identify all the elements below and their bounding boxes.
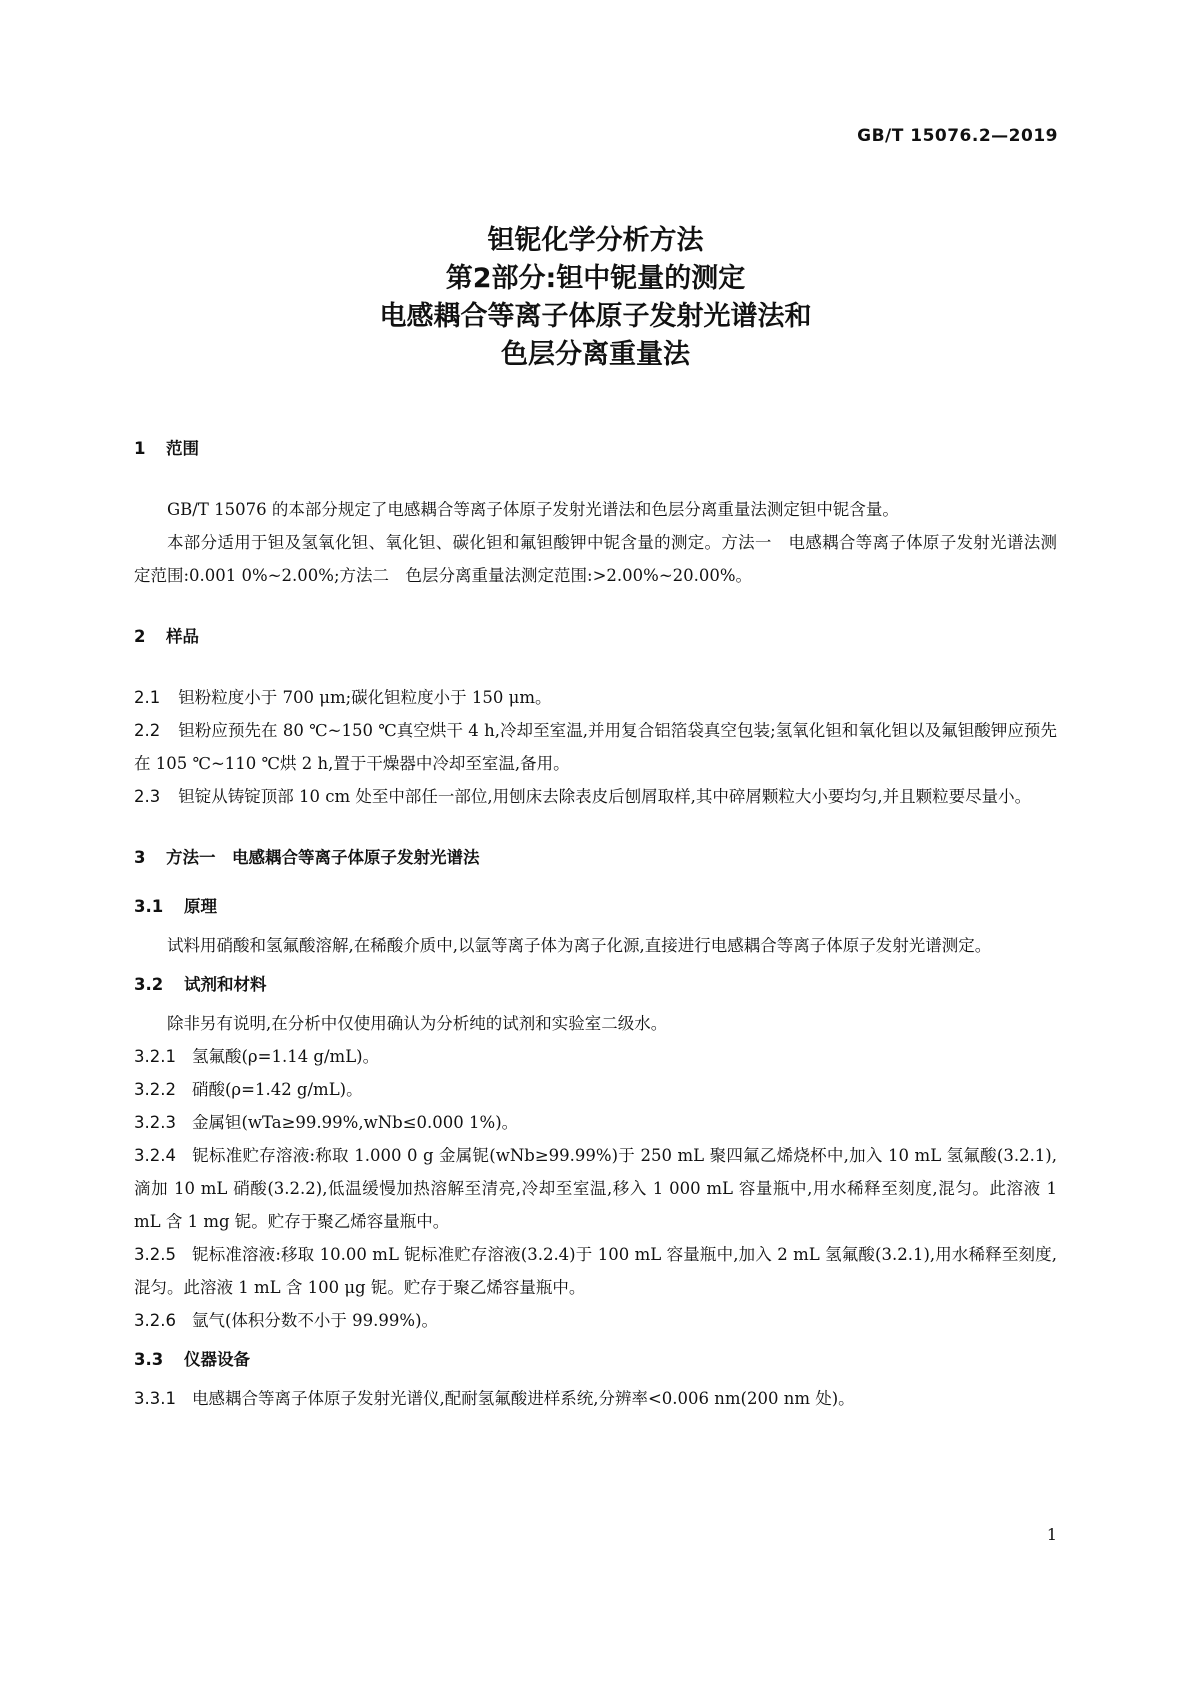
subsection-number: 3.3 <box>134 1350 164 1369</box>
document-title <box>0 222 1191 374</box>
clause-text: 硝酸(ρ=1.42 g/mL)。 <box>191 1080 363 1099</box>
section-number: 3 <box>134 848 146 867</box>
title-line-4: 色层分离重量法 <box>501 339 690 370</box>
clause-text: 铌标准贮存溶液:称取 1.000 0 g 金属铌(wNb≥99.99%)于 250 mL 聚四氟乙烯烧杯中,加入 10 mL 氢氟酸(3.2.1),滴加 10 mL 硝酸(3.2.2),低温缓慢加热溶解至清亮,冷却至室温,移入 1 000 mL 容量瓶中,用水稀释至刻度,混匀。此溶液 1 mL 含 1 mg 铌。贮存于聚乙烯容量瓶中。 <box>134 1146 1057 1231</box>
clause-text: 钽锭从铸锭顶部 10 cm 处至中部任一部位,用刨床去除表皮后刨屑取样,其中碎屑颗粒大小要均匀,并且颗粒要尽量小。 <box>178 787 1032 806</box>
subsection-3-2-heading <box>134 968 1057 1001</box>
clause-number: 3.2.2 <box>134 1080 176 1099</box>
clause-number: 2.2 <box>134 721 161 740</box>
section-number: 1 <box>134 439 146 458</box>
clause-text: 铌标准溶液:移取 10.00 mL 铌标准贮存溶液(3.2.4)于 100 mL 容量瓶中,加入 2 mL 氢氟酸(3.2.1),用水稀释至刻度,混匀。此溶液 1 mL 含 100 μg 铌。贮存于聚乙烯容量瓶中。 <box>134 1245 1057 1297</box>
clause-text: 钽粉粒度小于 700 μm;碳化钽粒度小于 150 μm。 <box>178 688 552 707</box>
subsection-3-3-heading <box>134 1343 1057 1376</box>
clause-3-2-4 <box>134 1139 1057 1238</box>
section-title: 样品 <box>166 627 199 646</box>
scope-paragraph: GB/T 15076 的本部分规定了电感耦合等离子体原子发射光谱法和色层分离重量法测定钽中铌含量。 <box>167 500 899 519</box>
standard-number: GB/T 15076.2—2019 <box>857 126 1058 146</box>
clause-number: 3.2.3 <box>134 1113 176 1132</box>
section-title: 方法一 电感耦合等离子体原子发射光谱法 <box>166 848 480 867</box>
clause-text: 氩气(体积分数不小于 99.99%)。 <box>191 1311 439 1330</box>
reagents-intro: 除非另有说明,在分析中仅使用确认为分析纯的试剂和实验室二级水。 <box>167 1014 668 1033</box>
clause-3-3-1 <box>134 1382 1057 1415</box>
principle-paragraph: 试料用硝酸和氢氟酸溶解,在稀酸介质中,以氩等离子体为离子化源,直接进行电感耦合等离子体原子发射光谱测定。 <box>167 936 992 955</box>
title-line-1: 钽铌化学分析方法 <box>487 225 704 256</box>
clause-number: 3.2.5 <box>134 1245 176 1264</box>
clause-number: 2.3 <box>134 787 161 806</box>
clause-text: 氢氟酸(ρ=1.14 g/mL)。 <box>191 1047 380 1066</box>
clause-3-2-6 <box>134 1304 1057 1337</box>
section-number: 2 <box>134 627 146 646</box>
section-2-heading <box>134 620 1057 653</box>
clause-number: 2.1 <box>134 688 161 707</box>
subsection-number: 3.1 <box>134 897 164 916</box>
clause-3-2-2 <box>134 1073 1057 1106</box>
clause-number: 3.2.4 <box>134 1146 176 1165</box>
clause-3-2-5 <box>134 1238 1057 1304</box>
subsection-title: 仪器设备 <box>184 1350 250 1369</box>
clause-3-2-1 <box>134 1040 1057 1073</box>
section-1-heading <box>134 432 1057 465</box>
clause-2-2 <box>134 714 1057 780</box>
document-body <box>134 432 1057 1415</box>
clause-2-3 <box>134 780 1057 813</box>
section-3-heading <box>134 841 1057 874</box>
clause-3-2-3 <box>134 1106 1057 1139</box>
title-line-2: 第2部分:钽中铌量的测定 <box>445 263 746 294</box>
clause-number: 3.3.1 <box>134 1389 176 1408</box>
subsection-title: 原理 <box>184 897 217 916</box>
subsection-number: 3.2 <box>134 975 164 994</box>
clause-2-1 <box>134 681 1057 714</box>
subsection-title: 试剂和材料 <box>184 975 267 994</box>
subsection-3-1-heading <box>134 890 1057 923</box>
clause-text: 钽粉应预先在 80 ℃~150 ℃真空烘干 4 h,冷却至室温,并用复合铝箔袋真空包装;氢氧化钽和氧化钽以及氟钽酸钾应预先在 105 ℃~110 ℃烘 2 h,置于干燥器中冷却至室温,备用。 <box>134 721 1057 773</box>
title-line-3: 电感耦合等离子体原子发射光谱法和 <box>379 301 812 332</box>
applicability-paragraph: 本部分适用于钽及氢氧化钽、氧化钽、碳化钽和氟钽酸钾中铌含量的测定。方法一 电感耦合等离子体原子发射光谱法测定范围:0.001 0%~2.00%;方法二 色层分离重量法测定范围:>2.00%~20.00%。 <box>134 533 1057 585</box>
clause-text: 金属钽(wTa≥99.99%,wNb≤0.000 1%)。 <box>191 1113 519 1132</box>
clause-text: 电感耦合等离子体原子发射光谱仪,配耐氢氟酸进样系统,分辨率<0.006 nm(200 nm 处)。 <box>191 1389 855 1408</box>
clause-number: 3.2.6 <box>134 1311 176 1330</box>
clause-number: 3.2.1 <box>134 1047 176 1066</box>
section-title: 范围 <box>166 439 199 458</box>
page-number: 1 <box>1046 1525 1057 1544</box>
